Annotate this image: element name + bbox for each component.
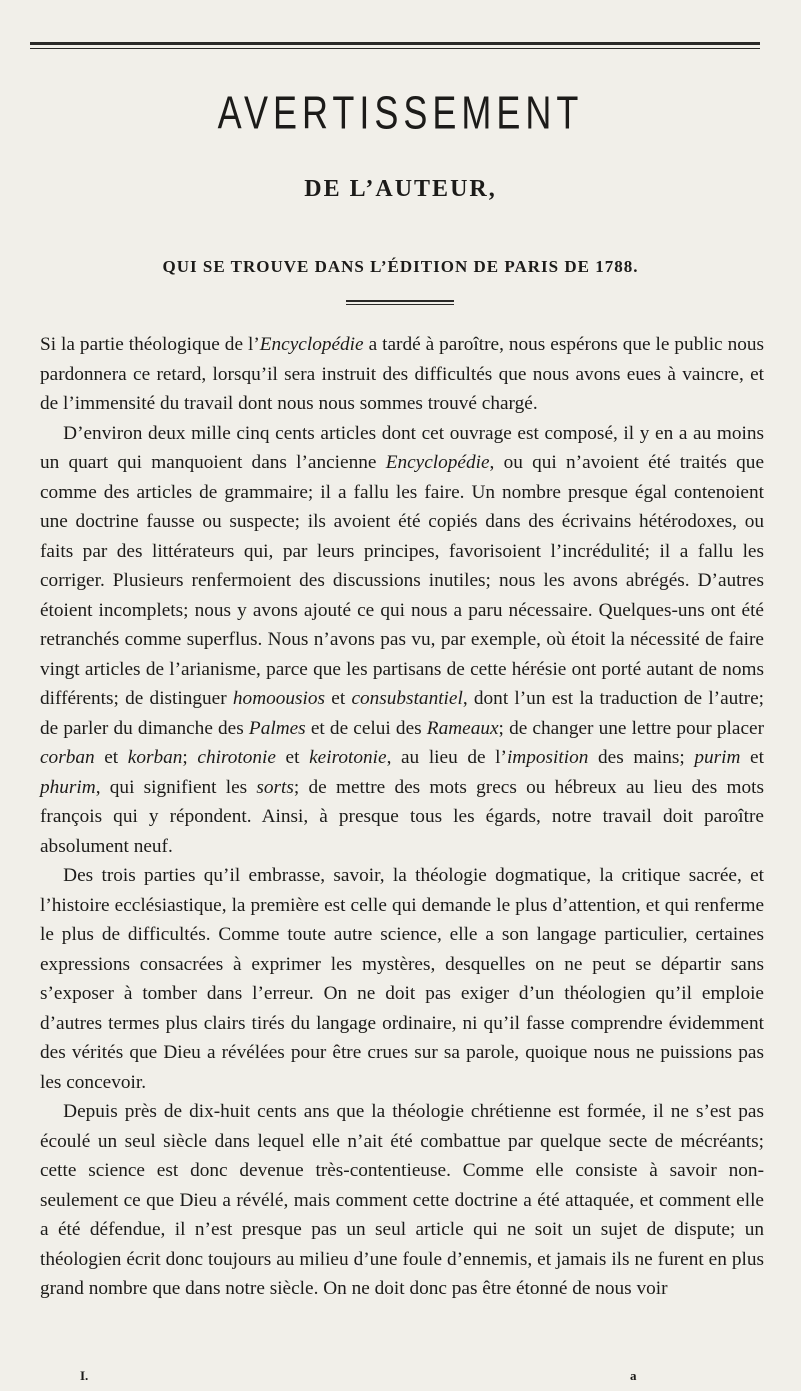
paragraph bbox=[40, 1097, 764, 1304]
italic-term: Palmes bbox=[248, 717, 306, 739]
italic-term: keirotonie bbox=[309, 747, 387, 768]
italic-term: sorts bbox=[256, 776, 294, 798]
paragraph bbox=[40, 419, 764, 862]
page-title: AVERTISSEMENT bbox=[217, 85, 584, 139]
text-run: Depuis près de dix-huit cents ans que la théologie chrétienne est formée, il ne s’est pas écoulé un seul siècle dans lequel elle n’ait été combattue par quelque secte de mécréants; cette science est donc devenue très-contentieuse. Comme elle consiste à savoir non-seulement ce que Dieu a révélé, mais comment cette doctrine a été attaquée, et comment elle a été défendue, il n’est presque pas un seul article qui ne soit un sujet de dispute; un théologien écrit donc toujours au milieu d’une foule d’ennemis, et jamais ils ne furent en plus grand nombre que dans notre siècle. On ne doit donc pas être étonné de nous voir bbox=[40, 1101, 764, 1299]
signature-mark: I. bbox=[80, 1368, 89, 1383]
text-run: et de celui des bbox=[305, 717, 427, 739]
italic-term: corban bbox=[40, 747, 95, 768]
italic-term: phurim bbox=[40, 776, 96, 798]
italic-term: Encyclopédie bbox=[259, 334, 364, 355]
text-run: ; de mettre des mots grecs ou hébreux au lieu des mots françois qui y répondent. Ainsi, à presque tous les égards, notre travail doit paroître absolument neuf. bbox=[40, 776, 764, 857]
top-double-rule bbox=[30, 42, 760, 49]
text-run: , au lieu de l’ bbox=[386, 747, 507, 768]
italic-term: Encyclopédie bbox=[385, 452, 490, 473]
gathering-letter: a bbox=[630, 1368, 637, 1383]
italic-term: chirotonie bbox=[197, 747, 276, 768]
italic-term: consubstantiel bbox=[351, 688, 463, 709]
text-run: ; de changer une lettre pour placer bbox=[498, 717, 764, 739]
page-subtitle: DE L’AUTEUR, bbox=[304, 176, 497, 202]
text-run: a tardé à paroître, nous espérons que le public nous pardonnera ce retard, lorsqu’il sera instruit des difficultés que nous avons eues à vaincre, et de l’immensité du travail dont nous nous sommes trouvé chargé. bbox=[40, 334, 764, 414]
section-divider bbox=[346, 300, 454, 305]
text-run: Des trois parties qu’il embrasse, savoir, la théologie dogmatique, la critique sacrée, et l’histoire ecclésiastique, la première est celle qui demande le plus d’attention, et qui renferme le plus de difficultés. Comme toute autre science, elle a son langage particulier, certaines expressions consacrées à exprimer les mystères, desquelles on ne peut se départir sans s’exposer à tomber dans l’erreur. On ne doit pas exiger d’un théologien qu’il emploie d’autres termes plus clairs tirés du langage ordinaire, ni qu’il fasse comprendre évidemment des vérités que Dieu a révélées pour être crues sur sa parole, quoique nous ne puissions pas les concevoir. bbox=[40, 865, 764, 1093]
italic-term: homoousios bbox=[232, 688, 326, 709]
italic-term: imposition bbox=[506, 747, 589, 768]
text-run: , dont l’un est la traduction de l’autre; de parler du dimanche des bbox=[40, 688, 764, 739]
body-text bbox=[40, 330, 764, 1304]
italic-term: Rameaux bbox=[426, 717, 499, 739]
text-run: et bbox=[325, 688, 352, 709]
text-run: des mains; bbox=[588, 747, 695, 768]
text-run: D’environ deux mille cinq cents articles dont cet ouvrage est composé, il y en a au moins un quart qui manquoient dans l’ancienne bbox=[40, 422, 764, 473]
text-run: ; bbox=[182, 747, 198, 768]
edition-note: QUI SE TROUVE DANS L’ÉDITION DE PARIS DE 1788. bbox=[162, 257, 639, 276]
text-run: et bbox=[740, 747, 764, 768]
italic-term: purim bbox=[694, 747, 741, 768]
paragraph bbox=[40, 861, 764, 1097]
italic-term: korban bbox=[127, 747, 183, 768]
text-run: et bbox=[94, 747, 128, 768]
paragraph bbox=[40, 330, 764, 419]
text-run: , ou qui n’avoient été traités que comme des articles de grammaire; il a fallu les faire. Un nombre presque égal contenoient une doctrine fausse ou suspecte; ils avoient été copiés dans des écrivains hétérodoxes, ou faits par des littérateurs qui, par leurs principes, favorisoient l’incrédulité; il a fallu les corriger. Plusieurs renfermoient des discussions inutiles; nous les avons abrégés. D’autres étoient incomplets; nous y avons ajouté ce qui nous a paru nécessaire. Quelques-uns ont été retranchés comme superflus. Nous n’avons pas vu, par exemple, où étoit la nécessité de faire vingt articles de l’arianisme, parce que les partisans de cette hérésie ont porté autant de noms différents; de distinguer bbox=[40, 452, 764, 709]
text-run: , qui signifient les bbox=[95, 776, 257, 798]
text-run: et bbox=[275, 747, 310, 768]
text-run: Si la partie théologique de l’ bbox=[40, 334, 260, 355]
